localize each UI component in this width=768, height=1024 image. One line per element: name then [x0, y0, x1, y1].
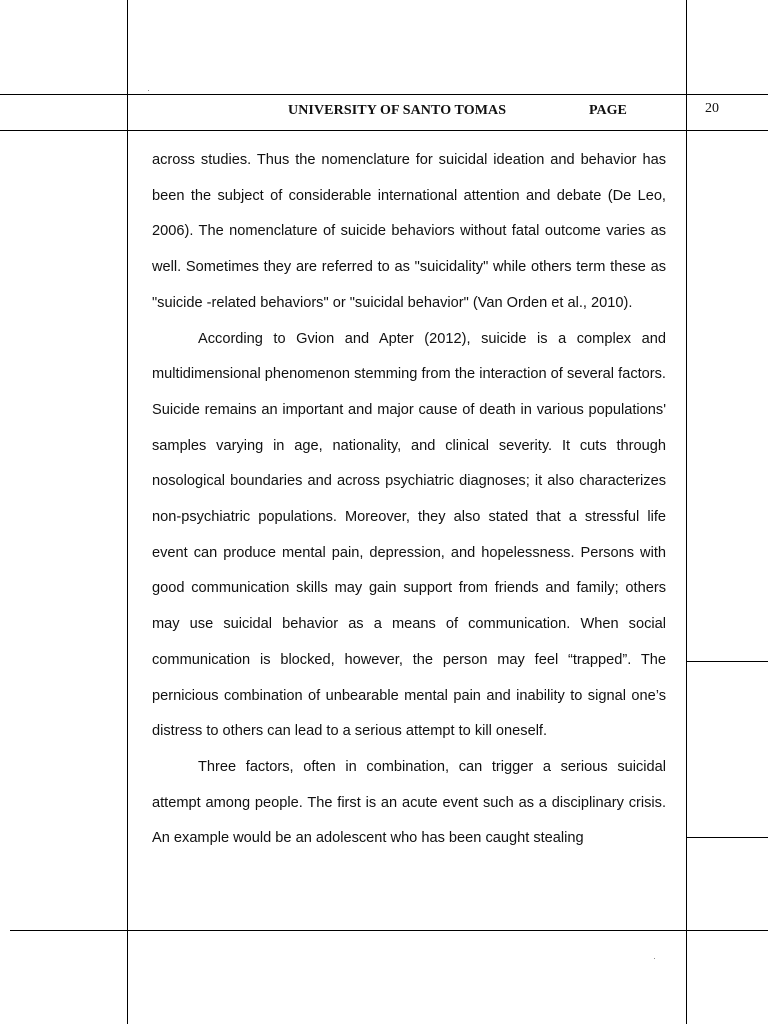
right-column-rule — [686, 661, 768, 662]
page-number: 20 — [705, 101, 719, 116]
header-top-rule — [0, 94, 768, 95]
footer-rule — [10, 930, 768, 931]
left-margin-rule — [127, 0, 128, 1024]
paragraph: across studies. Thus the nomenclature for suicidal ideation and behavior has been the subject of considerable international attention and debate (De Leo, 2006). The nomenclature of suicide behaviors without fatal outcome varies as well. Sometimes they are referred to as "suicidality" while others term these as "suicide -related behaviors" or "suicidal behavior" (Van Orden et al., 2010). — [152, 152, 666, 311]
paragraph: Three factors, often in combination, can trigger a serious suicidal attempt among people. The first is an acute event such as a disciplinary crisis. An example would be an adolescent who has been caught stealing — [152, 758, 666, 847]
right-column-rule — [686, 837, 768, 838]
header-bottom-rule — [0, 130, 768, 131]
page-label: PAGE — [589, 103, 627, 118]
right-margin-rule — [686, 0, 687, 1024]
paragraph: According to Gvion and Apter (2012), suicide is a complex and multidimensional phenomenon stemming from the interaction of several factors. Suicide remains an important and major cause of death in various populations' samples varying in age, nationality, and clinical severity. It cuts through nosological boundaries and across psychiatric diagnoses; it also characterizes non-psychiatric populations. Moreover, they also stated that a stressful life event can produce mental pain, depression, and hopelessness. Persons with good communication skills may gain support from friends and family; others may use suicidal behavior as a means of communication. When social communication is blocked, however, the person may feel “trapped”. The pernicious combination of unbearable mental pain and inability to signal one’s distress to others can lead to a serious attempt to kill oneself. — [152, 330, 666, 740]
document-body — [152, 143, 666, 857]
scan-speck — [654, 958, 655, 959]
scan-speck — [148, 90, 149, 91]
university-title: UNIVERSITY OF SANTO TOMAS — [288, 103, 507, 118]
